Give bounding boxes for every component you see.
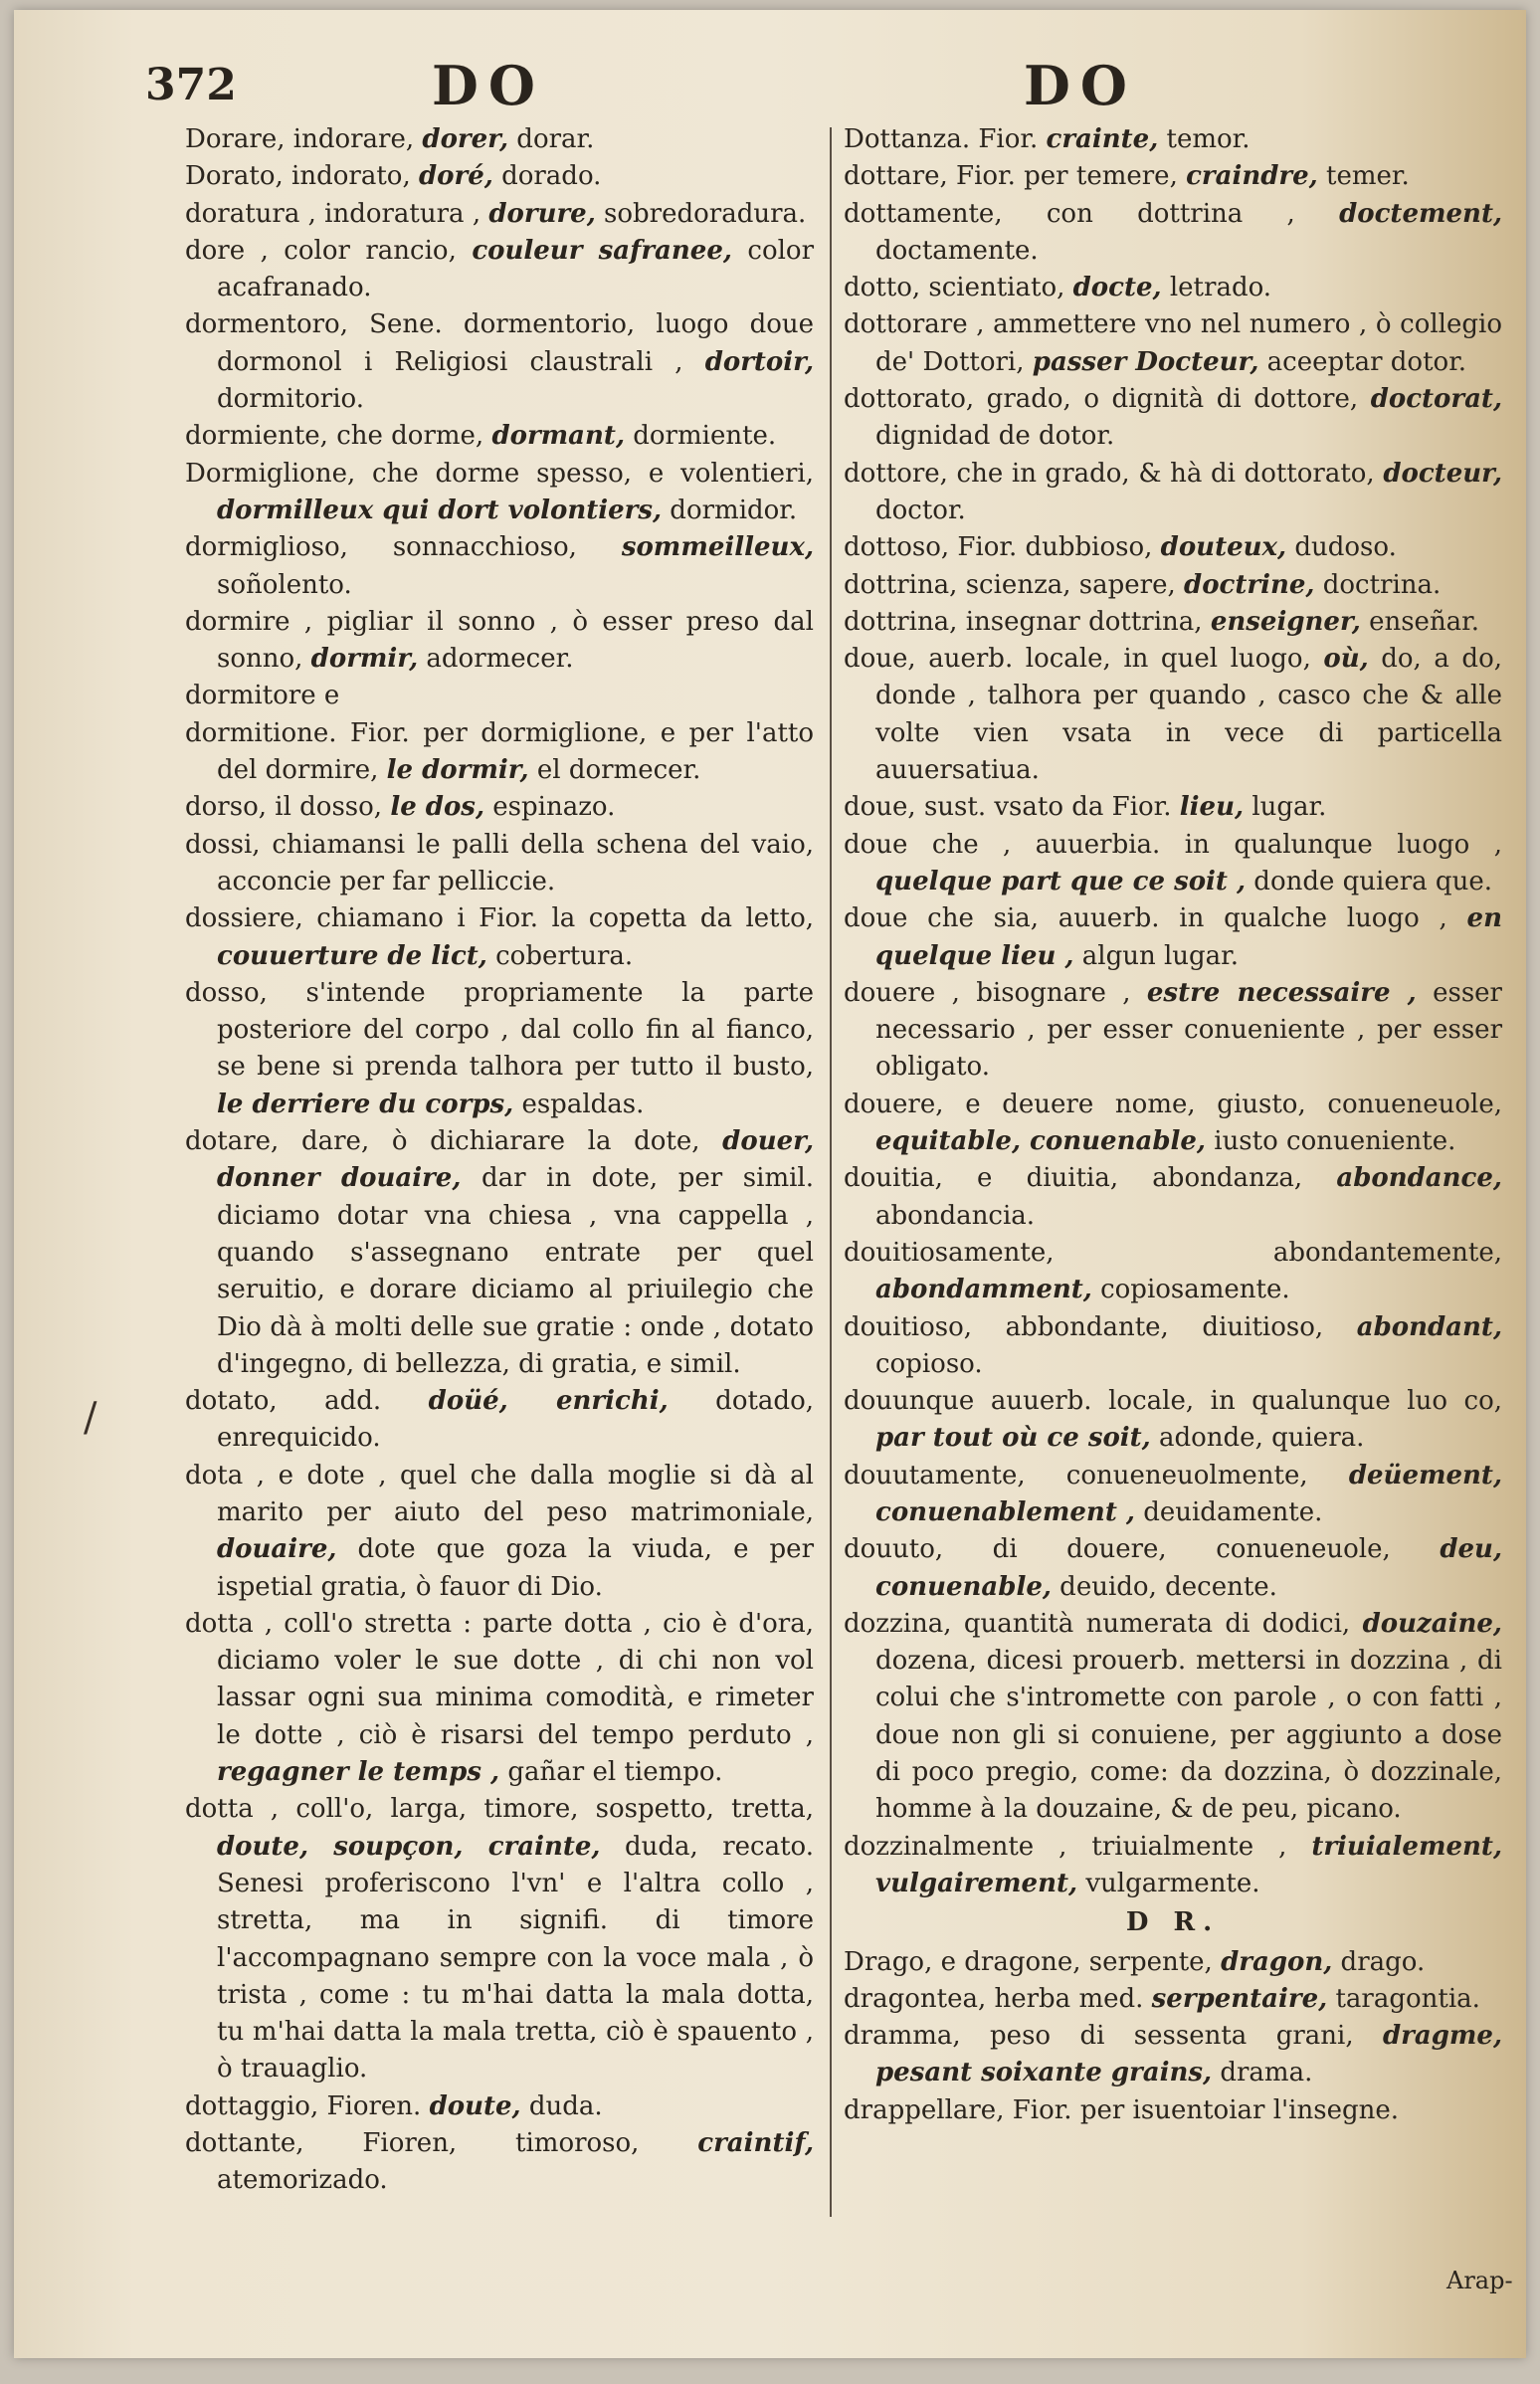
margin-mark: /	[84, 1395, 97, 1441]
entry-text-tail: esser necessario , per esser conueniente , per esser obligato.	[875, 977, 1502, 1083]
french-equivalent: où,	[1323, 644, 1369, 675]
dictionary-entry	[844, 1235, 1502, 1309]
entry-text-tail: color acafranado.	[217, 235, 814, 303]
entry-text: dotare, dare, ò dichiarare la dote,	[185, 1126, 723, 1157]
entry-text-tail: doctor.	[875, 495, 966, 525]
french-equivalent: estre necessaire ,	[1146, 977, 1417, 1008]
entry-text: dormire , pigliar il sonno , ò esser preso dal sonno,	[185, 606, 814, 675]
french-equivalent: deüement, conuenablement ,	[875, 1460, 1502, 1527]
entry-text: dormentoro, Sene. dormentorio, luogo doue dormonol i Religiosi claustrali ,	[185, 309, 814, 377]
entry-text-tail: letrado.	[1161, 273, 1272, 303]
entry-text: drappellare, Fior. per isuentoiar l'insegne.	[844, 2094, 1399, 2125]
french-equivalent: doute,	[429, 2090, 521, 2121]
dictionary-entry	[185, 158, 814, 195]
entry-text: dore , color rancio,	[185, 235, 473, 266]
dictionary-entry	[185, 900, 814, 975]
entry-text: dormiente, che dorme,	[185, 421, 492, 452]
running-head-right: DO	[1024, 54, 1137, 117]
dictionary-entry	[844, 1458, 1502, 1532]
french-equivalent: doctorat,	[1370, 384, 1502, 415]
french-equivalent: serpentaire,	[1151, 1983, 1328, 2014]
entry-text: dotato, add.	[185, 1386, 429, 1417]
dictionary-page	[14, 10, 1526, 2358]
entry-text: doue, sust. vsato da Fior.	[844, 792, 1180, 823]
entry-text-tail: dar in dote, per simil. diciamo dotar vna chiesa , vna cappella , quando s'assegnano entrate per quel seruitio, e dorare diciamo al priuilegio che Dio dà à molti delle sue gratie : onde , dotato d'ingegno, di bellezza, di gratia, e simil.	[217, 1163, 814, 1379]
entry-text: dottante, Fioren, timoroso,	[185, 2128, 698, 2159]
french-equivalent: lieu,	[1179, 792, 1245, 823]
french-equivalent: craintif,	[697, 2128, 814, 2159]
entry-text-tail: enseñar.	[1360, 606, 1480, 637]
catchword: Arap-	[1446, 2267, 1513, 2294]
dictionary-entry	[844, 2018, 1502, 2092]
dictionary-entry	[185, 2125, 814, 2200]
dictionary-entry	[844, 306, 1502, 381]
entry-text-tail: soñolento.	[217, 569, 352, 600]
entry-text-tail: dormidor.	[662, 495, 798, 525]
dictionary-entry	[844, 1383, 1502, 1458]
dictionary-entry	[185, 456, 814, 530]
french-equivalent: craindre,	[1186, 161, 1318, 192]
entry-text-tail: copioso.	[875, 1348, 983, 1379]
dictionary-entry	[844, 827, 1502, 901]
french-equivalent: abondamment,	[875, 1275, 1092, 1305]
french-equivalent: douzaine,	[1362, 1608, 1502, 1639]
entry-text: dormitore e	[185, 681, 340, 711]
french-equivalent: quelque part que ce soit ,	[875, 866, 1247, 896]
french-equivalent: par tout où ce soit,	[875, 1423, 1151, 1454]
entry-text: Dorato, indorato,	[185, 161, 419, 192]
entry-text: dotta , coll'o, larga, timore, sospetto, tretta,	[185, 1794, 814, 1825]
entry-text-tail: dormitorio.	[217, 384, 365, 415]
dictionary-entry	[844, 789, 1502, 826]
entry-text: douunque auuerb. locale, in qualunque luo co,	[844, 1386, 1502, 1417]
entry-text: dosso, s'intende propriamente la parte posteriore del corpo , dal collo fin al fianco, se bene si prenda talhora per tutto il busto,	[185, 977, 814, 1083]
entry-text: dotto, scientiato,	[844, 273, 1073, 303]
entry-text-tail: atemorizado.	[217, 2165, 388, 2196]
entry-text: dorso, il dosso,	[185, 792, 391, 823]
entry-text-tail: deuidamente.	[1134, 1496, 1323, 1527]
entry-text-tail: lugar.	[1244, 792, 1327, 823]
french-equivalent: dorure,	[488, 198, 596, 229]
entry-text: dottorato, grado, o dignità di dottore,	[844, 384, 1371, 415]
dictionary-entry	[844, 381, 1502, 456]
french-equivalent: le dormir,	[386, 755, 529, 786]
entry-text: douitiosamente, abondantemente,	[844, 1237, 1502, 1268]
entry-text-tail: duda.	[520, 2090, 603, 2121]
entry-text-tail: dudoso.	[1286, 532, 1397, 563]
entry-text-tail: donde quiera que.	[1246, 866, 1492, 896]
left-column	[185, 121, 814, 2200]
entry-text: douutamente, conueneuolmente,	[844, 1460, 1349, 1490]
dictionary-entry	[185, 233, 814, 307]
dictionary-entry	[844, 567, 1502, 604]
entry-text-tail: dormiente.	[625, 421, 777, 452]
dictionary-entry	[185, 715, 814, 790]
entry-text-tail: adormecer.	[418, 644, 574, 675]
dictionary-entry	[844, 1087, 1502, 1161]
dictionary-entry	[844, 456, 1502, 530]
entry-text: dottoso, Fior. dubbioso,	[844, 532, 1161, 563]
french-equivalent: abondance,	[1336, 1163, 1502, 1194]
dictionary-entry	[185, 1123, 814, 1383]
running-head-left: DO	[432, 54, 545, 117]
french-equivalent: le dos,	[390, 792, 484, 823]
french-equivalent: en quelque lieu ,	[875, 903, 1502, 971]
entry-text: douitia, e diuitia, abondanza,	[844, 1163, 1337, 1194]
entry-text: doratura , indoratura ,	[185, 198, 489, 229]
dictionary-entry	[844, 1944, 1502, 1981]
french-equivalent: deu, conuenable,	[875, 1534, 1502, 1602]
entry-text-tail: dozena, dicesi prouerb. mettersi in dozzina , di colui che s'intromette con parole , o con fatti , doue non gli si conuiene, per aggiunto a dose di poco pregio, come: da dozzina, ò dozzinale, homme à la douzaine, & de peu, picano.	[875, 1646, 1502, 1825]
entry-text-tail: dignidad de dotor.	[875, 421, 1115, 452]
french-equivalent: doute, soupçon, crainte,	[217, 1831, 601, 1862]
dictionary-entry	[185, 827, 814, 901]
entry-text: dossi, chiamansi le palli della schena del vaio, acconcie per far pelliccie.	[185, 829, 814, 896]
entry-text: douitioso, abbondante, diuitioso,	[844, 1311, 1357, 1342]
entry-text-tail: abondancia.	[875, 1200, 1036, 1231]
entry-text: doue che sia, auuerb. in qualche luogo ,	[844, 903, 1467, 934]
entry-text: dottaggio, Fioren.	[185, 2090, 430, 2121]
entry-text-tail: dotado, enrequicido.	[217, 1386, 814, 1454]
entry-text: Dottanza. Fior.	[844, 124, 1047, 154]
french-equivalent: dormant,	[491, 421, 625, 452]
entry-text: douuto, di douere, conueneuole,	[844, 1534, 1441, 1565]
entry-text-tail: duda, recato. Senesi proferiscono l'vn' e l'altra collo , stretta, ma in signifi. di timore l'accompagnano sempre con la voce mala , ò trista , come : tu m'hai datta la mala dotta, tu m'hai datta la mala tretta, ciò è spauento , ò trauaglio.	[217, 1831, 814, 2085]
entry-text: dottare, Fior. per temere,	[844, 161, 1187, 192]
entry-text: dormigliosо, sonnacchioso,	[185, 532, 622, 563]
entry-text-tail: drama.	[1212, 2058, 1313, 2088]
dictionary-entry	[185, 789, 814, 826]
entry-text-tail: iusto conueniente.	[1205, 1126, 1456, 1157]
dictionary-entry	[844, 641, 1502, 789]
entry-text: dottrina, insegnar dottrina,	[844, 606, 1211, 637]
entry-text-tail: espaldas.	[513, 1089, 645, 1119]
dictionary-entry	[185, 1791, 814, 2087]
dictionary-entry	[844, 2092, 1502, 2129]
entry-text-tail: doctamente.	[875, 235, 1039, 266]
dictionary-entry	[185, 678, 814, 714]
entry-text: doue, auerb. locale, in quel luogo,	[844, 644, 1324, 675]
dictionary-entry	[844, 270, 1502, 306]
french-equivalent: doctrine,	[1184, 569, 1315, 600]
french-equivalent: doüé, enrichi,	[428, 1386, 669, 1417]
dictionary-entry	[185, 975, 814, 1123]
entry-text-tail: el dormecer.	[528, 755, 701, 786]
french-equivalent: dormilleux qui dort volontiers,	[217, 495, 663, 525]
dictionary-entry	[844, 1829, 1502, 1903]
entry-text-tail: vulgarmente.	[1077, 1868, 1260, 1898]
dictionary-entry	[844, 196, 1502, 271]
dictionary-entry	[844, 1531, 1502, 1606]
french-equivalent: docte,	[1072, 273, 1162, 303]
entry-text: douere, e deuere nome, giusto, conueneuole,	[844, 1089, 1502, 1119]
dictionary-entry	[185, 418, 814, 455]
entry-text-tail: gañar el tiempo.	[499, 1757, 723, 1788]
dictionary-entry	[185, 121, 814, 158]
french-equivalent: sommeilleux,	[621, 532, 814, 563]
dictionary-entry	[185, 306, 814, 418]
dictionary-entry	[844, 1309, 1502, 1384]
entry-text: dottorare , ammettere vno nel numero , ò collegio de' Dottori,	[844, 309, 1502, 377]
entry-text: dottrina, scienza, sapere,	[844, 569, 1185, 600]
french-equivalent: dragme, pesant soixante grains,	[875, 2021, 1502, 2088]
dictionary-entry	[844, 975, 1502, 1087]
entry-text: Dormiglione, che dorme spesso, e volentieri,	[185, 458, 814, 489]
dictionary-entry	[185, 1458, 814, 1606]
entry-text: dragontea, herba med.	[844, 1983, 1152, 2014]
entry-text-tail: deuido, decente.	[1051, 1571, 1277, 1602]
french-equivalent: le derriere du corps,	[217, 1089, 514, 1119]
french-equivalent: douaire,	[217, 1534, 337, 1565]
entry-text-tail: sobredoradura.	[595, 198, 807, 229]
entry-text: Drago, e dragone, serpente,	[844, 1946, 1222, 1977]
french-equivalent: doctement,	[1339, 198, 1502, 229]
entry-text-tail: temor.	[1158, 124, 1251, 154]
french-equivalent: triuialement, vulgairement,	[875, 1831, 1502, 1898]
french-equivalent: docteur,	[1383, 458, 1502, 489]
entry-text-tail: dote que goza la viuda, e per ispetial gratia, ò fauor di Dio.	[217, 1534, 814, 1602]
entry-text-tail: cobertura.	[486, 940, 634, 971]
entry-text: doue che , auuerbia. in qualunque luogo ,	[844, 829, 1502, 860]
french-equivalent: doré,	[418, 161, 493, 192]
french-equivalent: douteux,	[1160, 532, 1287, 563]
entry-text: dozzina, quantità numerata di dodici,	[844, 1608, 1363, 1639]
french-equivalent: abondant,	[1356, 1311, 1502, 1342]
entry-text: dota , e dote , quel che dalla moglie si dà al marito per aiuto del peso matrimoniale,	[185, 1460, 814, 1527]
french-equivalent: dormir,	[310, 644, 419, 675]
page-number: 372	[145, 60, 237, 110]
french-equivalent: dragon,	[1221, 1946, 1333, 1977]
dictionary-entry	[844, 158, 1502, 195]
dictionary-entry	[185, 196, 814, 233]
entry-text: dozzinalmente , triuialmente ,	[844, 1831, 1312, 1862]
entry-text: dramma, peso di sessenta grani,	[844, 2021, 1383, 2052]
french-equivalent: crainte,	[1046, 124, 1159, 154]
dictionary-entry	[844, 529, 1502, 566]
entry-text-tail: aceeptar dotor.	[1258, 346, 1467, 377]
entry-text: dotta , coll'o stretta : parte dotta , cio è d'ora, diciamo voler le sue dotte , di chi non vol lassar ogni sua minima comodità, e rimeter le dotte , ciò è risarsi del tempo perduto ,	[185, 1608, 814, 1750]
entry-text: dottamente, con dottrina ,	[844, 198, 1340, 229]
column-rule	[830, 127, 832, 2217]
french-equivalent: couuerture de lict,	[217, 940, 487, 971]
entry-text: dormitione. Fior. per dormiglione, e per l'atto del dormire,	[185, 717, 814, 786]
dictionary-entry	[185, 2088, 814, 2125]
section-subhead: D R.	[1125, 1907, 1221, 1938]
entry-text-tail: taragontia.	[1327, 1983, 1480, 2014]
dictionary-entry	[844, 121, 1502, 158]
entry-text-tail: algun lugar.	[1073, 940, 1240, 971]
entry-text: dottore, che in grado, & hà di dottorato,	[844, 458, 1384, 489]
entry-text-tail: doctrina.	[1314, 569, 1442, 600]
french-equivalent: dortoir,	[704, 346, 814, 377]
entry-text-tail: espinazo.	[484, 792, 616, 823]
entry-text-tail: copiosamente.	[1091, 1275, 1290, 1305]
entry-text-tail: drago.	[1332, 1946, 1426, 1977]
dictionary-entry	[844, 604, 1502, 641]
right-column	[844, 121, 1502, 2129]
dictionary-entry	[185, 1383, 814, 1458]
entry-text-tail: temer.	[1317, 161, 1410, 192]
french-equivalent: douer, donner douaire,	[217, 1126, 814, 1194]
entry-text-tail: dorar.	[508, 124, 595, 154]
dictionary-entry	[844, 1606, 1502, 1829]
french-equivalent: enseigner,	[1210, 606, 1361, 637]
french-equivalent: passer Docteur,	[1032, 346, 1259, 377]
entry-text: Dorare, indorare,	[185, 124, 423, 154]
entry-text: douere , bisognare ,	[844, 977, 1147, 1008]
dictionary-entry	[185, 1606, 814, 1791]
entry-text-tail: dorado.	[492, 161, 602, 192]
entry-text-tail: do, a do, donde , talhora per quando , casco che & alle volte vien vsata in vece di particella auuersatiua.	[875, 644, 1502, 786]
dictionary-entry	[844, 1981, 1502, 2018]
dictionary-entry	[844, 1160, 1502, 1235]
french-equivalent: dorer,	[422, 124, 509, 154]
dictionary-entry	[185, 529, 814, 604]
french-equivalent: equitable, conuenable,	[875, 1126, 1206, 1157]
dictionary-entry	[185, 604, 814, 679]
french-equivalent: couleur safranee,	[472, 235, 732, 266]
dictionary-entry	[844, 900, 1502, 975]
entry-text: dossiere, chiamano i Fior. la copetta da letto,	[185, 903, 814, 934]
french-equivalent: regagner le temps ,	[217, 1757, 500, 1788]
entry-text-tail: adonde, quiera.	[1150, 1423, 1365, 1454]
